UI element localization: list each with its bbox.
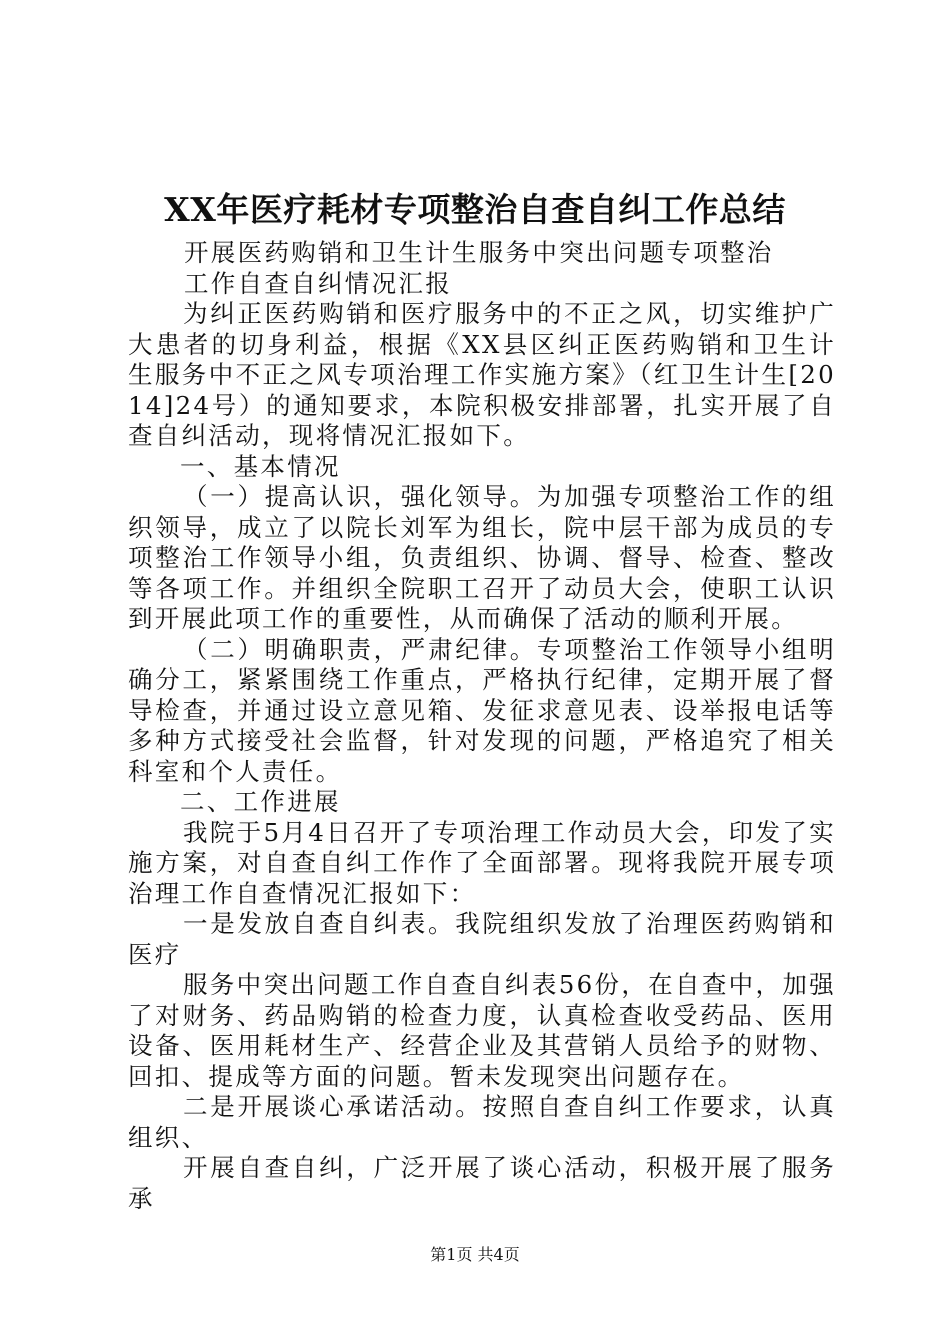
paragraph-awareness: （一）提高认识，强化领导。为加强专项整治工作的组织领导，成立了以院长刘军为组长，院中层干部为成员的专项整治工作领导小组，负责组织、协调、督导、检查、整改等各项工作。并组织全院职工召开了动员大会，使职工认识到开展此项工作的重要性，从而确保了活动的顺利开展。 [128,482,836,633]
paragraph-progress: 我院于5月4日召开了专项治理工作动员大会，印发了实施方案，对自查自纠工作作了全面部署。现将我院开展专项治理工作自查情况汇报如下： [128,817,836,908]
subtitle-line-2: 工作自查自纠情况汇报 [184,268,452,298]
paragraph-item-one-continued: 服务中突出问题工作自查自纠表56份，在自查中，加强了对财务、药品购销的检查力度，认真检查收受药品、医用设备、医用耗材生产、经营企业及其营销人员给予的财物、回扣、提成等方面的问题。暂未发现突出问题存在。 [128,970,836,1091]
section-heading-basic: 一、基本情况 [180,451,341,481]
paragraph-duties: （二）明确职责，严肃纪律。专项整治工作领导小组明确分工，紧紧围绕工作重点，严格执行纪律，定期开展了督导检查，并通过设立意见箱、发征求意见表、设举报电话等多种方式接受社会监督，针对发现的问题，严格追究了相关科室和个人责任。 [128,634,836,786]
paragraph-intro: 为纠正医药购销和医疗服务中的不正之风，切实维护广大患者的切身利益，根据《XX县区纠正医药购销和卫生计生服务中不正之风专项治理工作实施方案》（红卫生计生[2014]24号）的通知要求，本院积极安排部署，扎实开展了自查自纠活动，现将情况汇报如下。 [128,299,836,450]
paragraph-item-two: 二是开展谈心承诺活动。按照自查自纠工作要求，认真组织、 [128,1092,836,1152]
subtitle-line-1: 开展医药购销和卫生计生服务中突出问题专项整治 [184,238,774,267]
section-heading-progress: 二、工作进展 [180,787,341,816]
paragraph-item-two-continued: 开展自查自纠，广泛开展了谈心活动，积极开展了服务承 [128,1153,836,1213]
document-body [128,238,836,1214]
page-indicator: 第1页 共4页 [430,1245,520,1264]
paragraph-item-one: 一是发放自查自纠表。我院组织发放了治理医药购销和医疗 [128,909,836,969]
document-title: XX年医疗耗材专项整治自查自纠工作总结 [164,190,786,229]
